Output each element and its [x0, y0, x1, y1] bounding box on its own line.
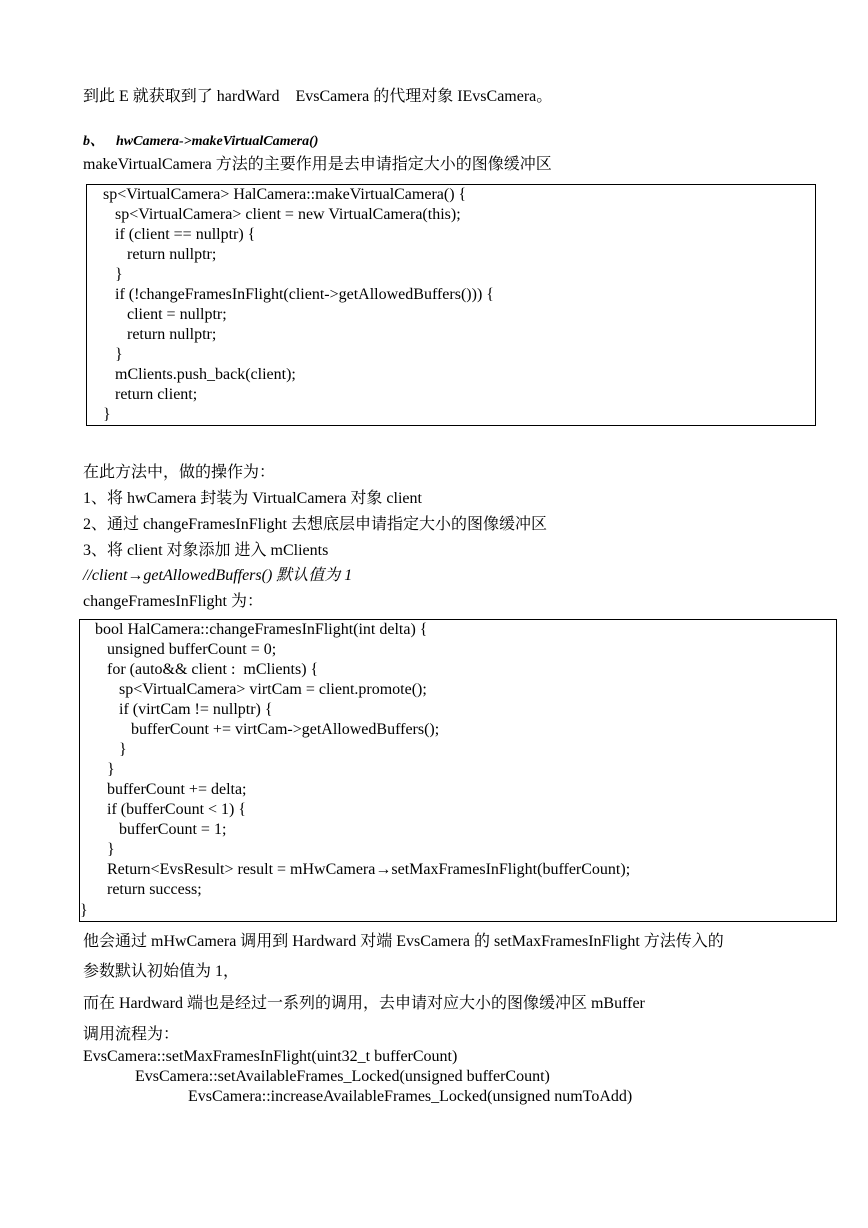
code-line: sp<VirtualCamera> virtCam = client.promote(); — [95, 681, 427, 698]
ops-item: 1、将 hwCamera 封装为 VirtualCamera 对象 client — [83, 490, 422, 507]
code-line: if (!changeFramesInFlight(client->getAllowedBuffers())) { — [103, 286, 494, 303]
code-line: } — [103, 266, 123, 283]
code-block-change-frames-in-flight — [79, 619, 837, 922]
ops-item: 3、将 client 对象添加 进入 mClients — [83, 542, 329, 559]
after-paragraph-1: 他会通过 mHwCamera 调用到 Hardward 对端 EvsCamera 的 setMaxFramesInFlight 方法传入的 — [83, 933, 724, 950]
code-line: client = nullptr; — [103, 306, 227, 323]
code-line: return nullptr; — [103, 246, 217, 263]
code-line: sp<VirtualCamera> HalCamera::makeVirtualCamera() { — [103, 186, 467, 203]
code-line: unsigned bufferCount = 0; — [95, 641, 277, 658]
section-b-title: hwCamera->makeVirtualCamera() — [116, 134, 319, 149]
code-line: } — [95, 841, 115, 858]
code-line: sp<VirtualCamera> client = new VirtualCamera(this); — [103, 206, 461, 223]
code-line: } — [95, 761, 115, 778]
code-line: } — [103, 406, 111, 423]
code-line: Return<EvsResult> result = mHwCamera→setMaxFramesInFlight(bufferCount); — [95, 861, 631, 878]
code-line: bool HalCamera::changeFramesInFlight(int delta) { — [95, 621, 428, 638]
code-line: } — [95, 741, 127, 758]
code-line: if (client == nullptr) { — [103, 226, 256, 243]
code-line: mClients.push_back(client); — [103, 366, 296, 383]
ops-item: 2、通过 changeFramesInFlight 去想底层申请指定大小的图像缓冲区 — [83, 516, 547, 533]
flow-step: EvsCamera::increaseAvailableFrames_Locked(unsigned numToAdd) — [188, 1088, 633, 1105]
flow-step: EvsCamera::setAvailableFrames_Locked(unsigned bufferCount) — [135, 1068, 550, 1085]
code-line: bufferCount += delta; — [95, 781, 247, 798]
after-paragraph-2: 参数默认初始值为 1， — [83, 963, 240, 980]
code-line: bufferCount = 1; — [95, 821, 227, 838]
code-comment: //client→getAllowedBuffers() 默认值为 1 — [83, 567, 353, 584]
section-b-description: makeVirtualCamera 方法的主要作用是去申请指定大小的图像缓冲区 — [83, 156, 552, 173]
code-line: } — [103, 346, 123, 363]
code-line: bufferCount += virtCam->getAllowedBuffers(); — [95, 721, 440, 738]
code-line: return nullptr; — [103, 326, 217, 343]
change-frames-label: changeFramesInFlight 为： — [83, 593, 263, 610]
section-b-heading — [83, 131, 318, 152]
code-line: return success; — [95, 881, 202, 898]
section-b-marker: b、 — [83, 134, 104, 149]
flow-label: 调用流程为： — [83, 1026, 180, 1043]
code-line: if (virtCam != nullptr) { — [95, 701, 273, 718]
after-paragraph-3: 而在 Hardward 端也是经过一系列的调用，去申请对应大小的图像缓冲区 mBuffer — [83, 995, 645, 1012]
intro-text: 到此 E 就获取到了 hardWard EvsCamera 的代理对象 IEvsCamera。 — [83, 88, 553, 105]
ops-heading: 在此方法中，做的操作为： — [83, 464, 276, 481]
flow-step: EvsCamera::setMaxFramesInFlight(uint32_t bufferCount) — [83, 1048, 458, 1065]
code-line: if (bufferCount < 1) { — [95, 801, 247, 818]
code-block-make-virtual-camera — [86, 184, 816, 426]
code-line: for (auto&& client : mClients) { — [95, 661, 319, 678]
code-line: return client; — [103, 386, 198, 403]
code-line: } — [80, 902, 88, 919]
